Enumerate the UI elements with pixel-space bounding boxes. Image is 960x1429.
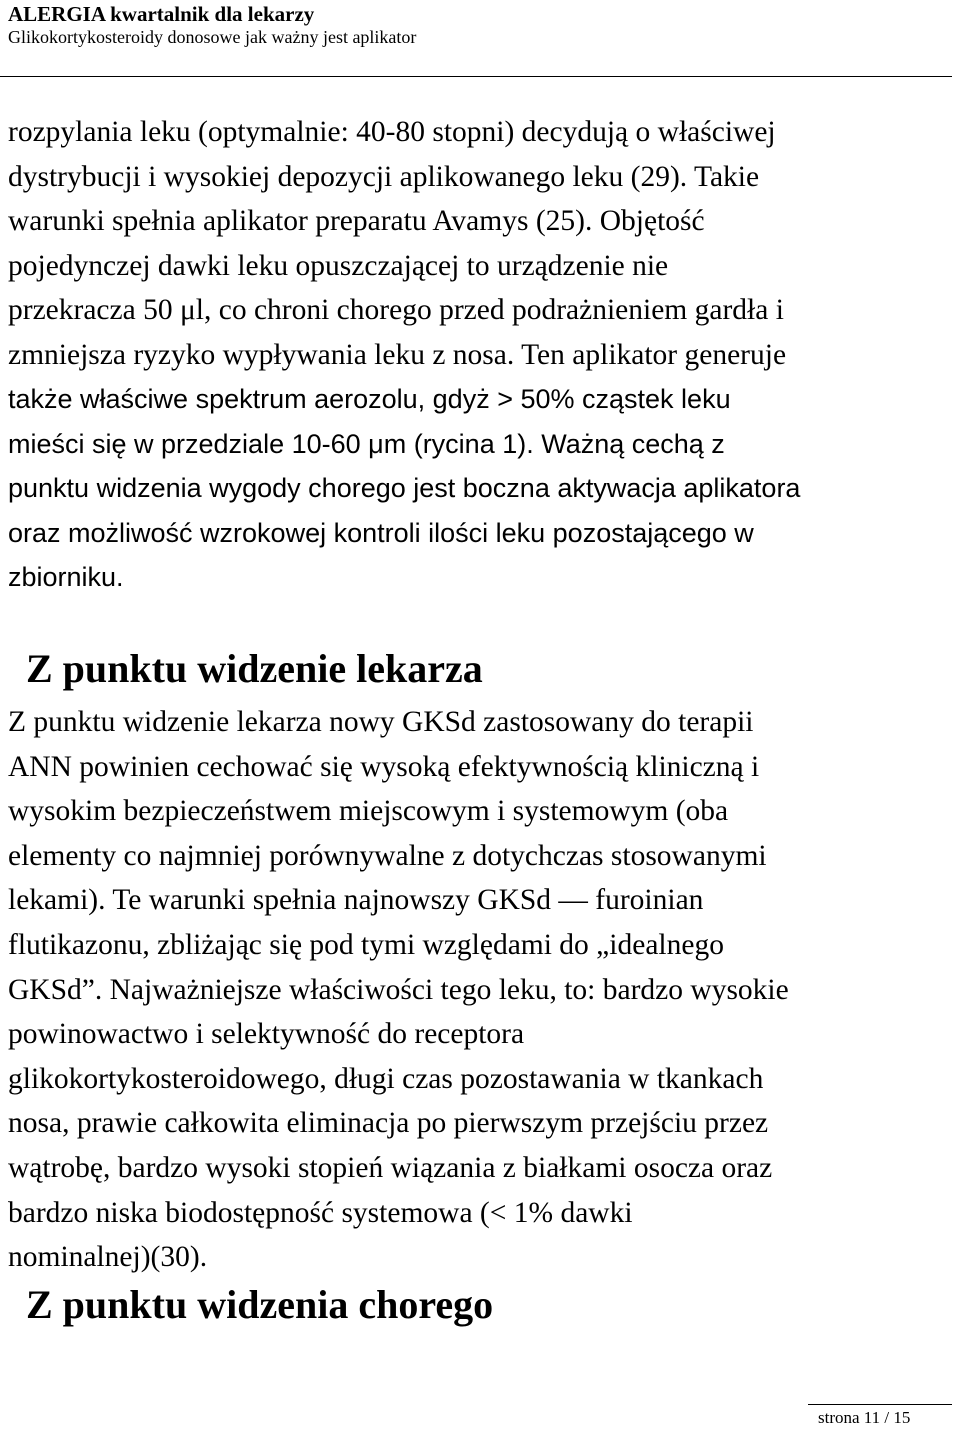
text-line: flutikazonu, zbliżając się pod tymi względami do „idealnego [8,928,724,961]
text-line: oraz możliwość wzrokowej kontroli ilości leku pozostającego w [8,517,754,548]
text-line: punktu widzenia wygody chorego jest boczna aktywacja aplikatora [8,473,801,504]
text-line: GKSd”. Najważniejsze właściwości tego leku, to: bardzo wysokie [8,973,789,1006]
page-header [8,0,952,48]
text-line: wysokim bezpieczeństwem miejscowym i systemowym (oba [8,795,729,828]
text-line: lekami). Te warunki spełnia najnowszy GKSd — furoinian [8,884,704,917]
text-line: warunki spełnia aplikator preparatu Avamys (25). Objętość [8,205,705,238]
text-line: Z punktu widzenie lekarza nowy GKSd zastosowany do terapii [8,706,754,738]
text-line: przekracza 50 μl, co chroni chorego przed podrażnieniem gardła i [8,294,784,327]
journal-title: ALERGIA kwartalnik dla lekarzy [8,2,315,26]
paragraph-aplikator [8,110,958,378]
text-line: ANN powinien cechować się wysoką efektywnością kliniczną i [8,750,760,783]
text-line: rozpylania leku (optymalnie: 40-80 stopni) decydują o właściwej [8,116,776,148]
text-line: wątrobę, bardzo wysoki stopień wiązania z białkami osocza oraz [8,1151,773,1184]
section-heading-lekarz: Z punktu widzenie lekarza [26,646,483,691]
text-line: elementy co najmniej porównywalne z dotychczas stosowanymi [8,839,767,872]
text-line: powinowactwo i selektywność do receptora [8,1018,525,1051]
section-heading-chory: Z punktu widzenia chorego [26,1282,494,1327]
article-subtitle: Glikokortykosteroidy donosowe jak ważny jest aplikator [8,27,417,47]
text-line: nominalnej)(30). [8,1241,208,1274]
text-line: glikokortykosteroidowego, długi czas pozostawania w tkankach [8,1062,764,1095]
text-line: dystrybucji i wysokiej depozycji aplikowanego leku (29). Takie [8,160,760,193]
text-line: także właściwe spektrum aerozolu, gdyż > 50% cząstek leku [8,384,731,414]
paragraph-lekarz [8,700,958,1280]
text-line: zbiorniku. [8,562,124,593]
text-line: mieści się w przedziale 10-60 μm (rycina 1). Ważną cechą z [8,428,725,459]
text-line: zmniejsza ryzyko wypływania leku z nosa. Ten aplikator generuje [8,338,787,371]
page-number: strona 11 / 15 [818,1408,911,1427]
header-divider [0,76,952,77]
paragraph-aplikator-continued [8,377,958,600]
text-line: nosa, prawie całkowita eliminacja po pierwszym przejściu przez [8,1107,769,1140]
footer-divider [808,1404,952,1405]
text-line: pojedynczej dawki leku opuszczającej to urządzenie nie [8,249,669,282]
text-line: bardzo niska biodostępność systemowa (< 1% dawki [8,1196,633,1229]
